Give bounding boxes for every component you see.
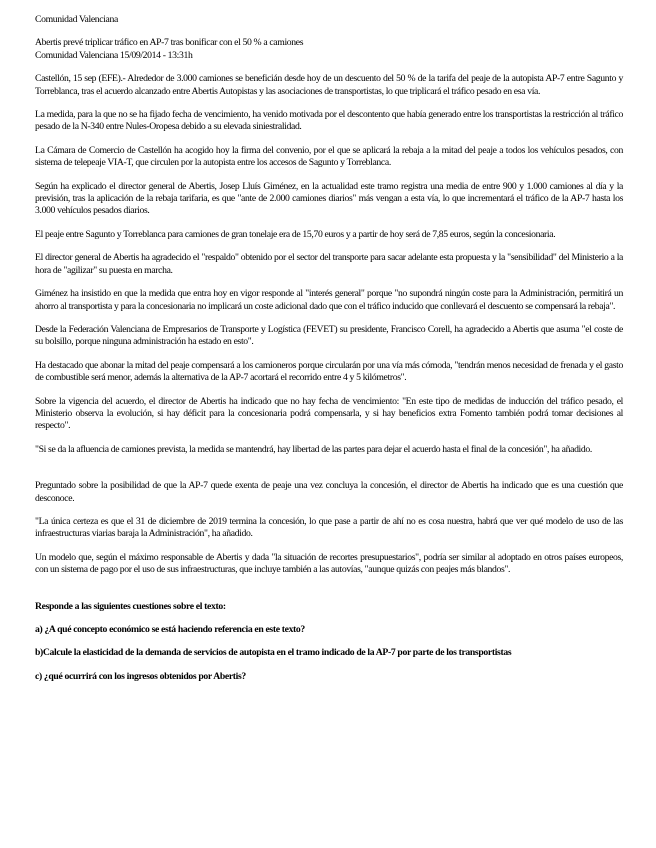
document-page [35,14,623,694]
article-paragraph: "Si se da la afluencia de camiones prevista, la medida se mantendrá, hay libertad de las partes para dejar el acuerdo hasta el final de la concesión", ha añadido. [35,443,592,455]
article-paragraph: La Cámara de Comercio de Castellón ha acogido hoy la firma del convenio, por el que se aplicará la rebaja a la mitad del peaje a todos los vehículos pesados, con sistema de telepeaje VIA-T, que circulen por la autopista entre los accesos de Sagunto y Torreblanca. [35,144,623,169]
question-item: c) ¿qué ocurrirá con los ingresos obtenidos por Abertis? [35,670,246,682]
news-dateline: Comunidad Valenciana 15/09/2014 - 13:31h [35,49,193,61]
article-paragraph: Sobre la vigencia del acuerdo, el director de Abertis ha indicado que no hay fecha de vencimiento: "En este tipo de medidas de inducción del tráfico pesado, el Ministerio observa la evolución, si hay déficit para la concesionaria podrá compensarla, y si hay beneficios extra Fomento también podrá tomar decisiones al respecto". [35,395,623,432]
section-gap [35,467,623,480]
news-headline: Abertis prevé triplicar tráfico en AP-7 tras bonificar con el 50 % a camiones [35,37,304,49]
article-paragraph: Castellón, 15 sep (EFE).- Alrededor de 3.000 camiones se beneficián desde hoy de un descuento del 50 % de la tarifa del peaje de la autopista AP-7 entre Sagunto y Torreblanca, tras el acuerdo alcanzado entre Abertis Autopistas y las asociaciones de transportistas, lo que triplicará el tráfico pesado en esa vía. [35,73,623,97]
region-header: Comunidad Valenciana [35,14,118,25]
article-paragraph: Según ha explicado el director general de Abertis, Josep Lluís Giménez, en la actualidad este tramo registra una media de entre 900 y 1.000 camiones al día y la previsión, tras la aplicación de la rebaja tarifaria, es que "ante de 2.000 camiones diarios" más vengan a esta vía, lo que incrementará el tráfico de la AP-7 hasta los 3.000 vehículos pesados diarios. [35,180,623,217]
article-paragraph: Ha destacado que abonar la mitad del peaje compensará a los camioneros porque circularán por una vía más cómoda, "tendrán menos necesidad de frenada y el gasto de combustible será menor, además la alternativa de la AP-7 acortará el recorrido entre 4 y 5 kilómetros". [35,359,623,384]
question-item: b)Calcule la elasticidad de la demanda de servicios de autopista en el tramo indicado de la AP-7 por parte de los transportistas [35,647,512,659]
article-paragraph: El director general de Abertis ha agradecido el "respaldo" obtenido por el sector del transporte para sacar adelante esta propuesta y la "sensibilidad" del Ministerio a la hora de "agilizar" su puesta en marcha. [35,252,623,276]
questions-heading: Responde a las siguientes cuestiones sobre el texto: [35,600,226,612]
article-paragraph: La medida, para la que no se ha fijado fecha de vencimiento, ha venido motivada por el descontento que había generado entre los transportistas la restricción al tráfico pesado de la N-340 entre Nules-Oropesa debido a su elevada siniestralidad. [35,109,623,133]
article-paragraph: El peaje entre Sagunto y Torreblanca para camiones de gran tonelaje era de 15,70 euros y a partir de hoy será de 7,85 euros, según la concesionaria. [35,228,556,240]
article-paragraph: Preguntado sobre la posibilidad de que la AP-7 quede exenta de peaje una vez concluya la concesión, el director de Abertis ha indicado que es una cuestión que desconoce. [35,480,623,504]
article-paragraph: Desde la Federación Valenciana de Empresarios de Transporte y Logística (FEVET) su presidente, Francisco Corell, ha agradecido a Abertis que asuma "el coste de su bolsillo, porque ninguna administración ha estado en esto". [35,323,623,348]
article-paragraph: Un modelo que, según el máximo responsable de Abertis y dada "la situación de recortes presupuestarios", podría ser similar al adoptado en otros países europeos, con un sistema de pago por el uso de sus infraestructuras, que incluye también a las autovías, "aunque quizás con peajes más blandos". [35,551,623,576]
question-item: a) ¿A qué concepto económico se está haciendo referencia en este texto? [35,624,305,635]
article-paragraph: "La única certeza es que el 31 de diciembre de 2019 termina la concesión, lo que pase a partir de ahí no es cosa nuestra, habrá que ver qué modelo de uso de las infraestructuras viarias baraja la Administración", ha añadido. [35,515,623,540]
article-paragraph: Giménez ha insistido en que la medida que entra hoy en vigor responde al "interés general" porque "no supondrá ningún coste para la Administración, permitirá un ahorro al transportista y para la concesionaria no implicará un coste adicional dado que con el tráfico inducido que conllevará el descuento se compensará la rebaja". [35,288,623,312]
